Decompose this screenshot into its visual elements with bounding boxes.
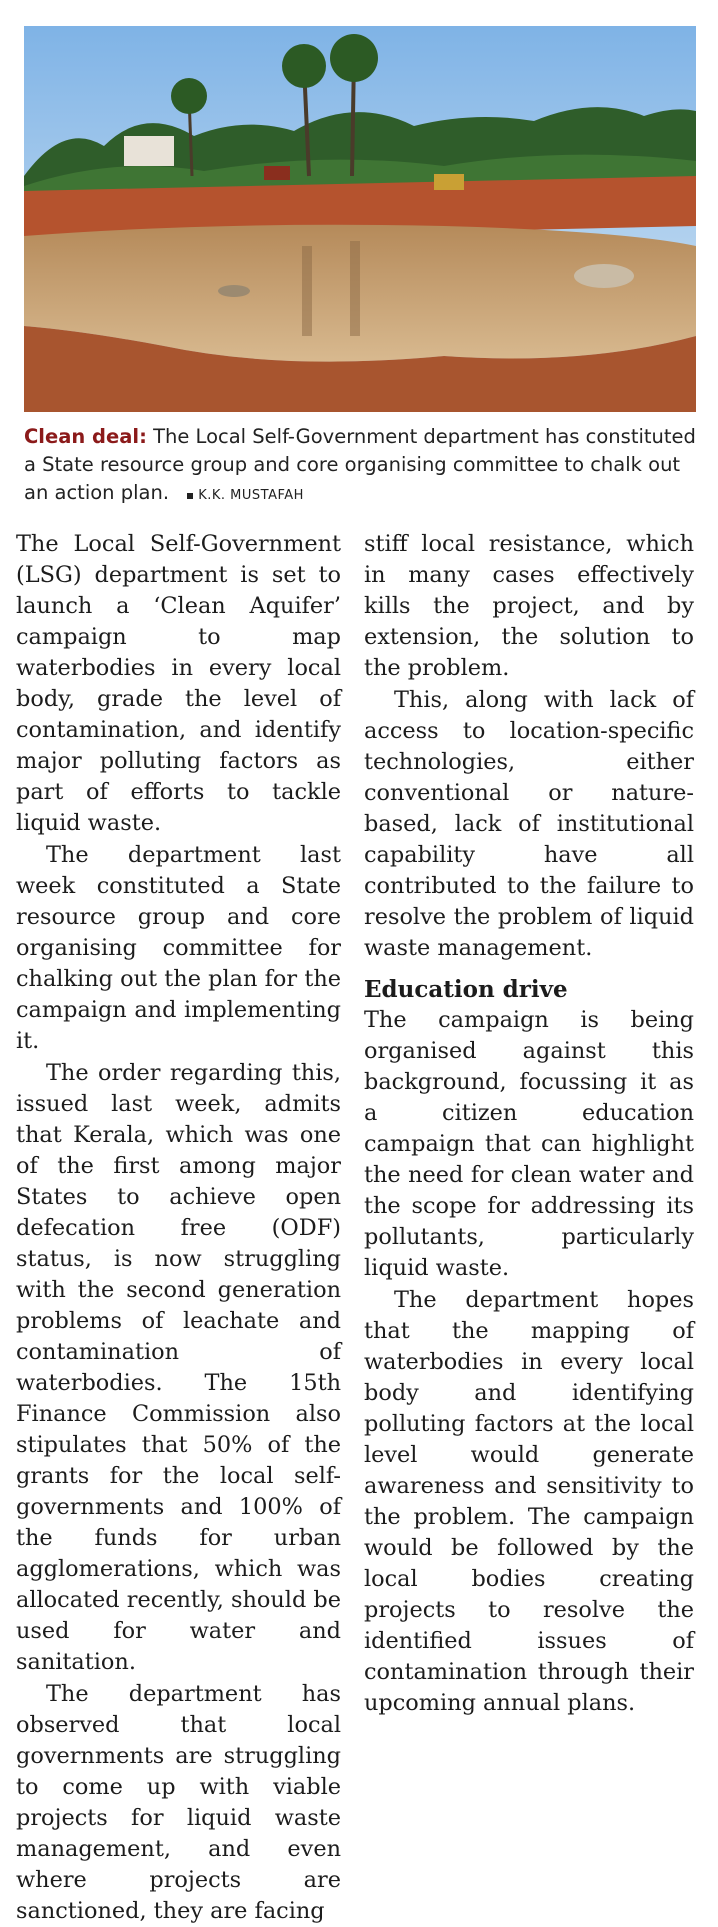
- article-photo: [24, 26, 696, 412]
- paragraph: The Local Self-Government (LSG) department is set to launch a ‘Clean Aquifer’ campaign to map waterbodies in every local body, grade the level of contamination, and identify major polluting factors as part of efforts to tackle liquid waste.: [16, 531, 341, 836]
- article-column-left: [16, 529, 341, 1927]
- photo-credit: K.K. MUSTAFAH: [187, 488, 304, 503]
- paragraph: The order regarding this, issued last week, admits that Kerala, which was one of the first among major States to achieve open defecation free (ODF) status, is now struggling with the second generation problems of leachate and contamination of waterbodies. The 15th Finance Commission also stipulates that 50% of the grants for the local self-governments and 100% of the funds for urban agglomerations, which was allocated recently, should be used for water and sanitation.: [16, 1060, 341, 1675]
- paragraph: This, along with lack of access to location-specific technologies, either conventional or nature-based, lack of institutional capability have all contributed to the failure to resolve the problem of liquid waste management.: [364, 687, 694, 961]
- landscape-photo-icon: [24, 26, 696, 412]
- paragraph: stiff local resistance, which in many cases effectively kills the project, and by extension, the solution to the problem.: [364, 531, 694, 681]
- article-column-right: [364, 529, 694, 1719]
- paragraph: The department last week constituted a State resource group and core organising committee for chalking out the plan for the campaign and implementing it.: [16, 842, 341, 1054]
- paragraph: The department has observed that local governments are struggling to come up with viable projects for liquid waste management, and even where projects are sanctioned, they are facing: [16, 1681, 341, 1924]
- caption-text: The Local Self-Government department has constituted a State resource group and core organising committee to chalk out an action plan.: [24, 425, 696, 504]
- photo-caption: [24, 423, 696, 510]
- caption-lead: Clean deal:: [24, 425, 147, 448]
- paragraph: The campaign is being organised against this background, focussing it as a citizen education campaign that can highlight the need for clean water and the scope for addressing its pollutants, particularly liquid waste.: [364, 1007, 694, 1281]
- paragraph: The department hopes that the mapping of waterbodies in every local body and identifying polluting factors at the local level would generate awareness and sensitivity to the problem. The campaign would be followed by the local bodies creating projects to resolve the identified issues of contamination through their upcoming annual plans.: [364, 1287, 694, 1716]
- subheading: Education drive: [364, 976, 568, 1003]
